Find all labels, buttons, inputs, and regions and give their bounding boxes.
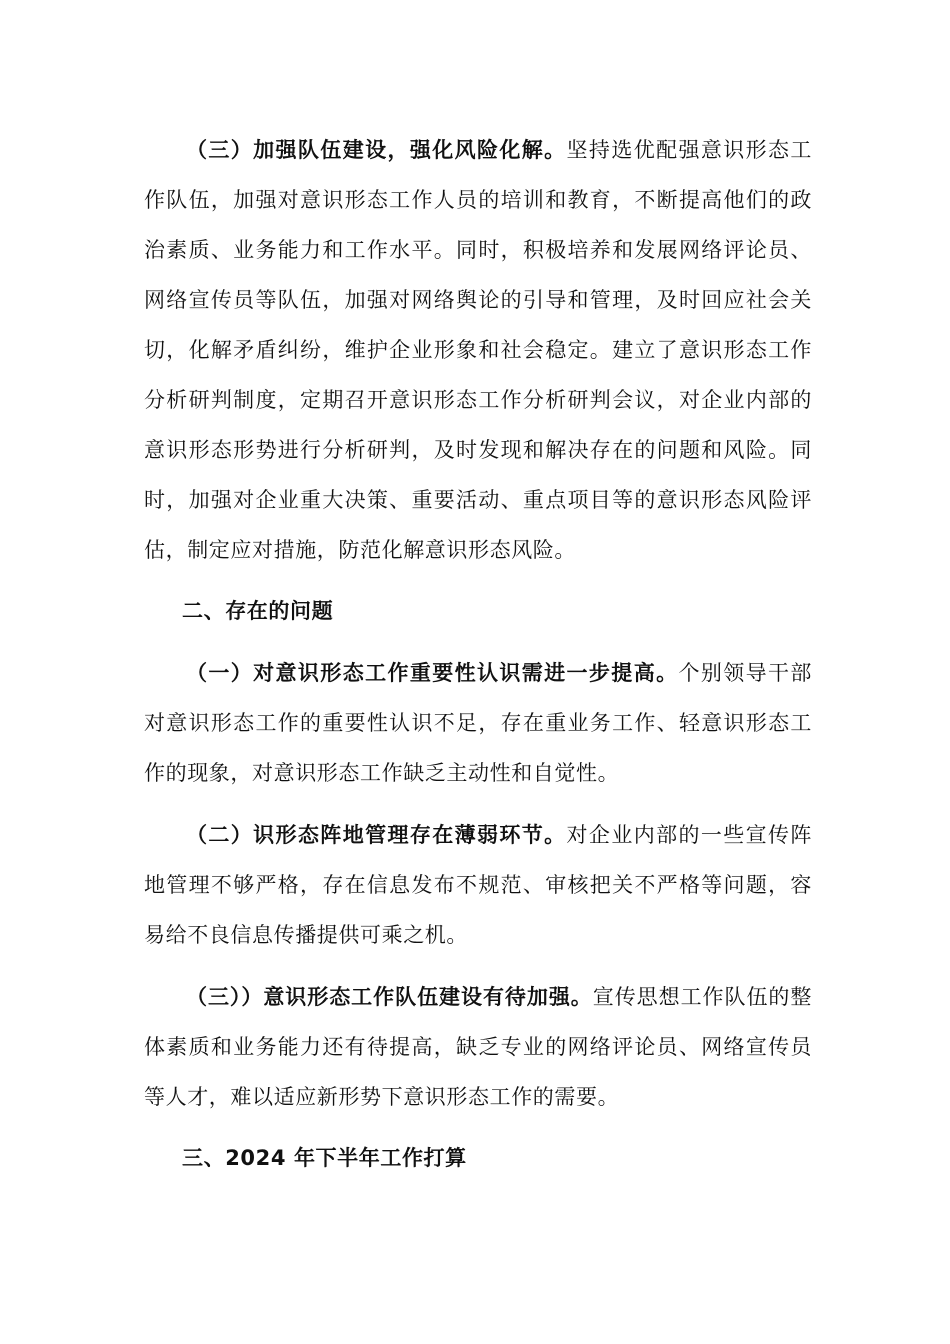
paragraph-body: 宣传思想工作队伍的整体素质和业务能力还有待提高，缺乏专业的网络评论员、网络宣传员等人才，难以适应新形势下意识形态工作的需要。 bbox=[144, 985, 812, 1109]
paragraph-body: 坚持选优配强意识形态工作队伍，加强对意识形态工作人员的培训和教育，不断提高他们的政治素质、业务能力和工作水平。同时，积极培养和发展网络评论员、网络宣传员等队伍，加强对网络舆论的引导和管理，及时回应社会关切，化解矛盾纠纷，维护企业形象和社会稳定。建立了意识形态工作分析研判制度，定期召开意识形态工作分析研判会议，对企业内部的意识形态形势进行分析研判，及时发现和解决存在的问题和风险。同时，加强对企业重大决策、重要活动、重点项目等的意识形态风险评估，制定应对措施，防范化解意识形态风险。 bbox=[144, 138, 812, 562]
paragraph-problem-awareness bbox=[144, 648, 812, 798]
section-heading-problems: 二、存在的问题 bbox=[182, 599, 334, 623]
paragraph-lead: （二）识形态阵地管理存在薄弱环节。 bbox=[186, 823, 567, 847]
paragraph-body: 对企业内部的一些宣传阵地管理不够严格，存在信息发布不规范、审核把关不严格等问题，容易给不良信息传播提供可乘之机。 bbox=[144, 823, 812, 947]
paragraph-lead: （一）对意识形态工作重要性认识需进一步提高。 bbox=[186, 661, 679, 685]
paragraph-lead: （三））意识形态工作队伍建设有待加强。 bbox=[186, 985, 593, 1009]
section-heading-plan: 三、2024 年下半年工作打算 bbox=[182, 1146, 467, 1170]
paragraph-problem-position-management bbox=[144, 810, 812, 960]
paragraph-lead: （三）加强队伍建设，强化风险化解。 bbox=[186, 138, 567, 162]
paragraph-team-building bbox=[144, 125, 812, 575]
paragraph-body: 个别领导干部对意识形态工作的重要性认识不足，存在重业务工作、轻意识形态工作的现象，对意识形态工作缺乏主动性和自觉性。 bbox=[144, 661, 812, 785]
paragraph-problem-team bbox=[144, 972, 812, 1122]
